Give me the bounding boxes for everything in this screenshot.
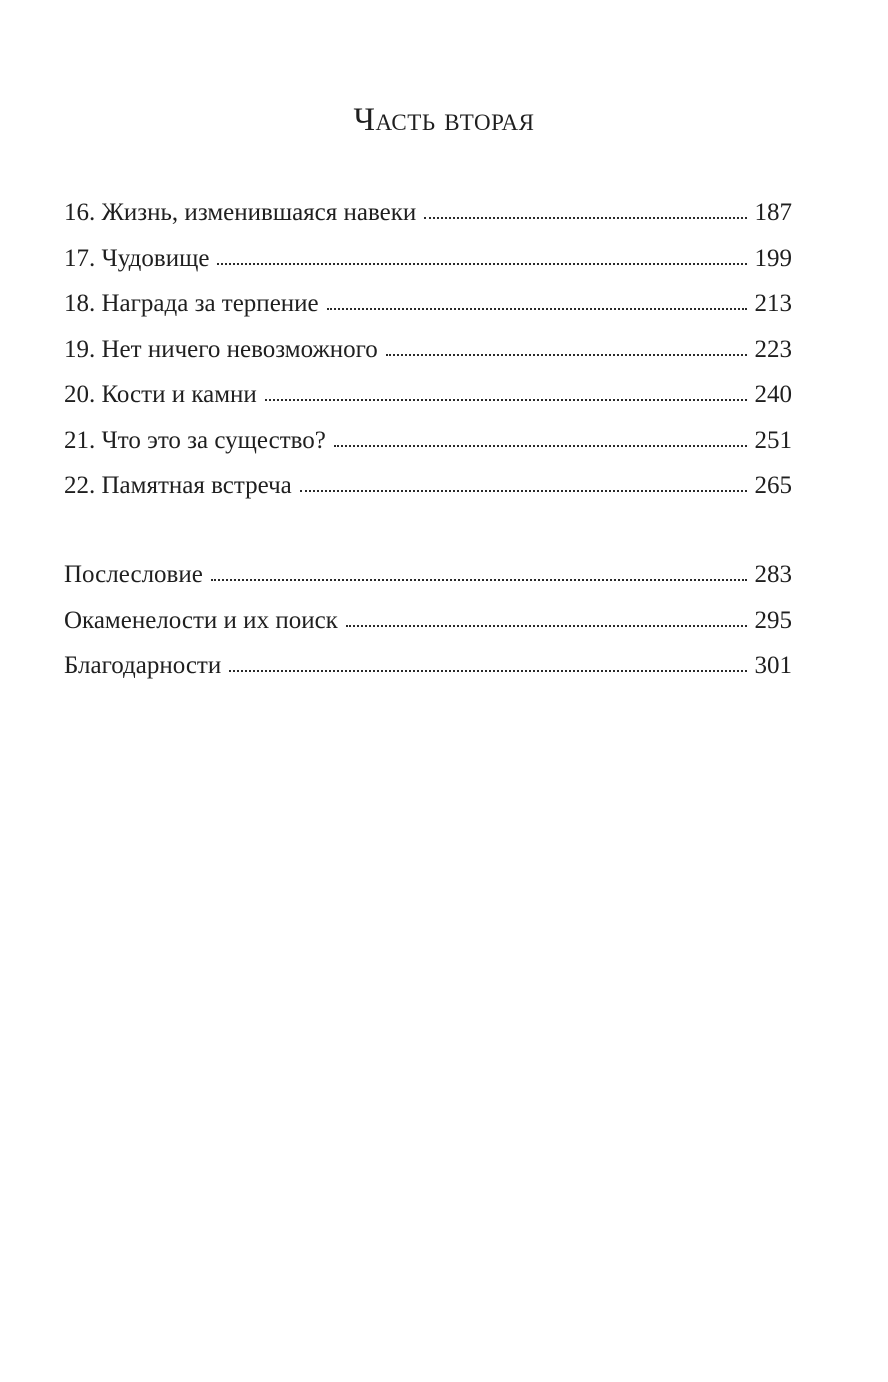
toc-page-number: 213	[754, 290, 792, 317]
toc-row	[64, 240, 792, 286]
toc-page-number: 301	[754, 652, 792, 679]
toc-page-number: 240	[754, 381, 792, 408]
toc-entry-label: 21. Что это за существо?	[64, 426, 326, 454]
toc-row	[64, 556, 792, 602]
toc-entry-label: 18. Награда за терпение	[64, 290, 319, 317]
toc-entry-label: 20. Кости и камни	[64, 381, 257, 408]
toc-row	[64, 376, 792, 422]
toc-page-number: 251	[754, 426, 792, 454]
toc-row	[64, 285, 792, 331]
toc-row	[64, 602, 792, 648]
toc-row	[64, 331, 792, 377]
toc-entry-label: Послесловие	[64, 561, 203, 588]
dot-leader	[229, 670, 746, 672]
chapter-list	[64, 194, 792, 513]
toc-row	[64, 422, 792, 468]
toc-page-number: 223	[754, 335, 792, 363]
dot-leader	[424, 217, 746, 219]
back-matter-list	[64, 556, 792, 693]
dot-leader	[346, 625, 747, 627]
dot-leader	[334, 445, 747, 447]
toc-entry-label: 19. Нет ничего невозможного	[64, 335, 378, 363]
dot-leader	[327, 308, 747, 310]
dot-leader	[217, 263, 746, 265]
toc-entry-label: Окаменелости и их поиск	[64, 606, 338, 634]
toc-entry-label: 16. Жизнь, изменившаяся навеки	[64, 199, 417, 226]
toc-entry-label: 17. Чудовище	[64, 244, 210, 272]
dot-leader	[211, 579, 747, 581]
toc-row	[64, 467, 792, 513]
dot-leader	[300, 490, 747, 492]
toc-page-number: 199	[754, 244, 792, 272]
toc-entry-label: 22. Памятная встреча	[64, 472, 292, 499]
toc-row	[64, 647, 792, 693]
toc-page-number: 265	[754, 472, 792, 499]
toc-entry-label: Благодарности	[64, 652, 222, 679]
toc-row	[64, 194, 792, 240]
toc-page-number: 187	[754, 199, 792, 226]
dot-leader	[386, 354, 747, 356]
toc-page-number: 295	[754, 606, 792, 634]
toc-page-number: 283	[754, 561, 792, 588]
dot-leader	[265, 399, 747, 401]
part-title: Часть вторая	[353, 102, 535, 138]
